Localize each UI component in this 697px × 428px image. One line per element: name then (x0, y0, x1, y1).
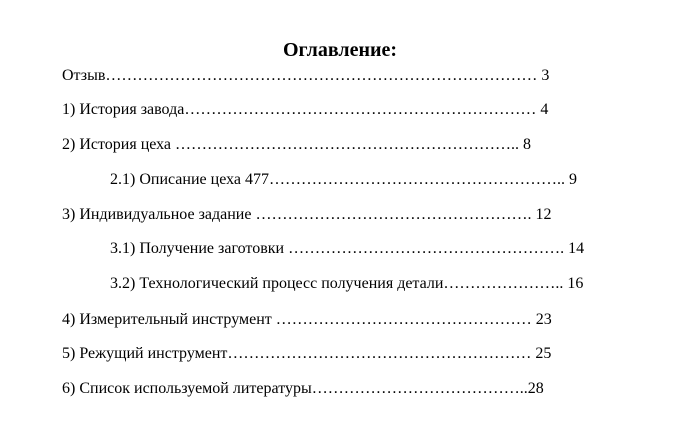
toc-entry-text: 3.2) Технологический процесс получения детали………………….. 16 (110, 275, 584, 292)
toc-entry-text: 5) Режущий инструмент………………………………………………… 25 (62, 345, 552, 362)
toc-entry-text: 3.1) Получение заготовки ……………………………………………. 14 (110, 240, 585, 257)
page-title: Оглавление: (282, 39, 398, 61)
toc-entry-text: Отзыв……………………………………………………………………… 3 (62, 67, 550, 84)
toc-entry-bibliography (0, 378, 697, 422)
toc-entry-text: 4) Измерительный инструмент ………………………………………… 23 (62, 311, 552, 328)
toc-entry-text: 1) История завода………………………………………………………… 4 (62, 101, 549, 118)
toc-entry-text: 2.1) Описание цеха 477……………………………………………….. 9 (110, 171, 577, 188)
toc-entry-text: 2) История цеха ……………………………………………………….. 8 (62, 136, 532, 153)
toc-entry-text: 3) Индивидуальное задание ……………………………………………. 12 (62, 206, 552, 223)
toc-entry-text: 6) Список используемой литературы…………………………………..28 (62, 380, 544, 397)
